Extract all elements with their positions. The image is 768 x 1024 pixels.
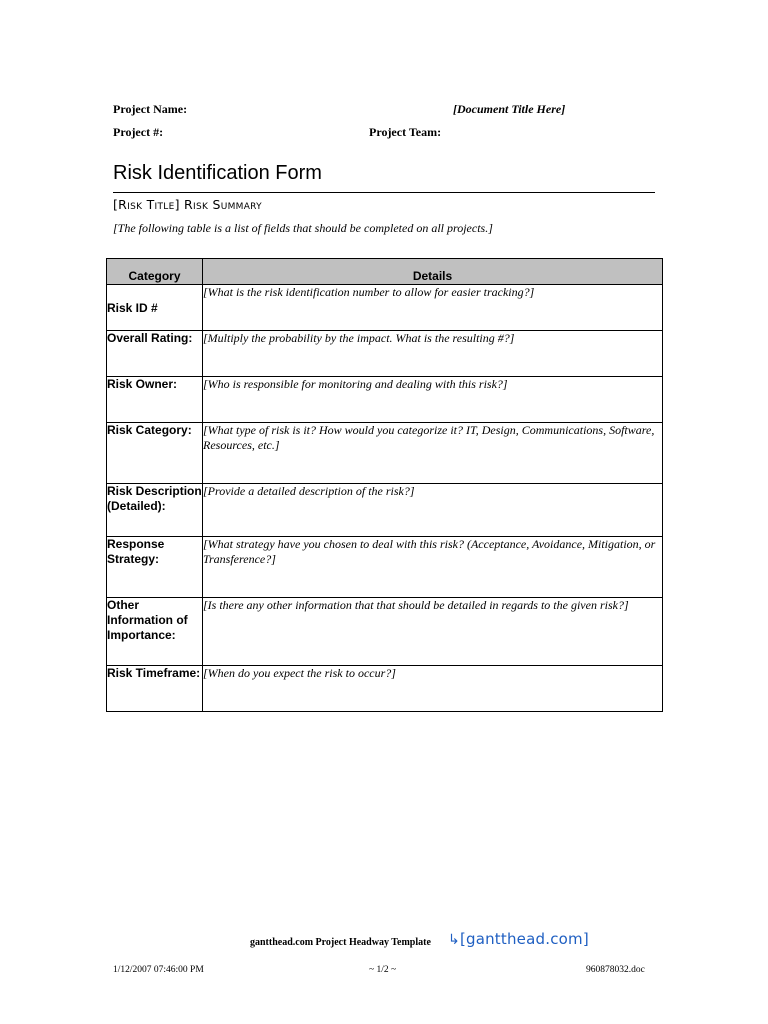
row-details[interactable]: [Multiply the probability by the impact. What is the resulting #?]	[203, 331, 663, 377]
page-title: Risk Identification Form	[113, 162, 322, 184]
table-row	[107, 484, 663, 537]
table-row	[107, 537, 663, 598]
table-row	[107, 598, 663, 666]
row-category: Overall Rating:	[107, 331, 203, 377]
column-header-category: Category	[107, 259, 203, 285]
table-row	[107, 331, 663, 377]
row-category: Risk Description (Detailed):	[107, 484, 203, 537]
row-category: Risk Timeframe:	[107, 666, 203, 712]
row-category: Risk Category:	[107, 423, 203, 484]
row-category: Risk Owner:	[107, 377, 203, 423]
column-header-details: Details	[203, 259, 663, 285]
footer-brand-text: gantthead.com Project Headway Template	[250, 937, 431, 948]
project-number-label: Project #:	[113, 125, 164, 139]
row-details[interactable]: [Is there any other information that that should be detailed in regards to the given risk?]	[203, 598, 663, 666]
risk-summary-table	[106, 258, 663, 712]
row-category: Response Strategy:	[107, 537, 203, 598]
project-team-label: Project Team:	[369, 125, 442, 139]
section-subtitle: [Risk Title] Risk Summary	[113, 197, 262, 212]
row-details[interactable]: [What strategy have you chosen to deal with this risk? (Acceptance, Avoidance, Mitigation, or Transference?]	[203, 537, 663, 598]
row-details[interactable]: [When do you expect the risk to occur?]	[203, 666, 663, 712]
row-category: Other Information of Importance:	[107, 598, 203, 666]
table-row	[107, 666, 663, 712]
footer-filename: 960878032.doc	[586, 965, 645, 975]
document-title: [Document Title Here]	[453, 102, 566, 116]
footer-page-number: ~ 1/2 ~	[369, 965, 397, 975]
footer-date: 1/12/2007 07:46:00 PM	[113, 965, 204, 975]
row-category: Risk ID #	[107, 285, 203, 331]
gantthead-logo: ↳[gantthead.com]	[448, 930, 589, 948]
table-row	[107, 285, 663, 331]
intro-text: [The following table is a list of fields that should be completed on all projects.]	[113, 221, 493, 235]
project-name-label: Project Name:	[113, 102, 188, 116]
table-header-row	[107, 259, 663, 285]
table-row	[107, 377, 663, 423]
row-details[interactable]: [Provide a detailed description of the risk?]	[203, 484, 663, 537]
arrow-icon: ↳	[448, 932, 460, 948]
title-divider	[113, 192, 655, 193]
row-details[interactable]: [What type of risk is it? How would you categorize it? IT, Design, Communications, Software, Resources, etc.]	[203, 423, 663, 484]
row-details[interactable]: [What is the risk identification number to allow for easier tracking?]	[203, 285, 663, 331]
table-row	[107, 423, 663, 484]
row-details[interactable]: [Who is responsible for monitoring and dealing with this risk?]	[203, 377, 663, 423]
